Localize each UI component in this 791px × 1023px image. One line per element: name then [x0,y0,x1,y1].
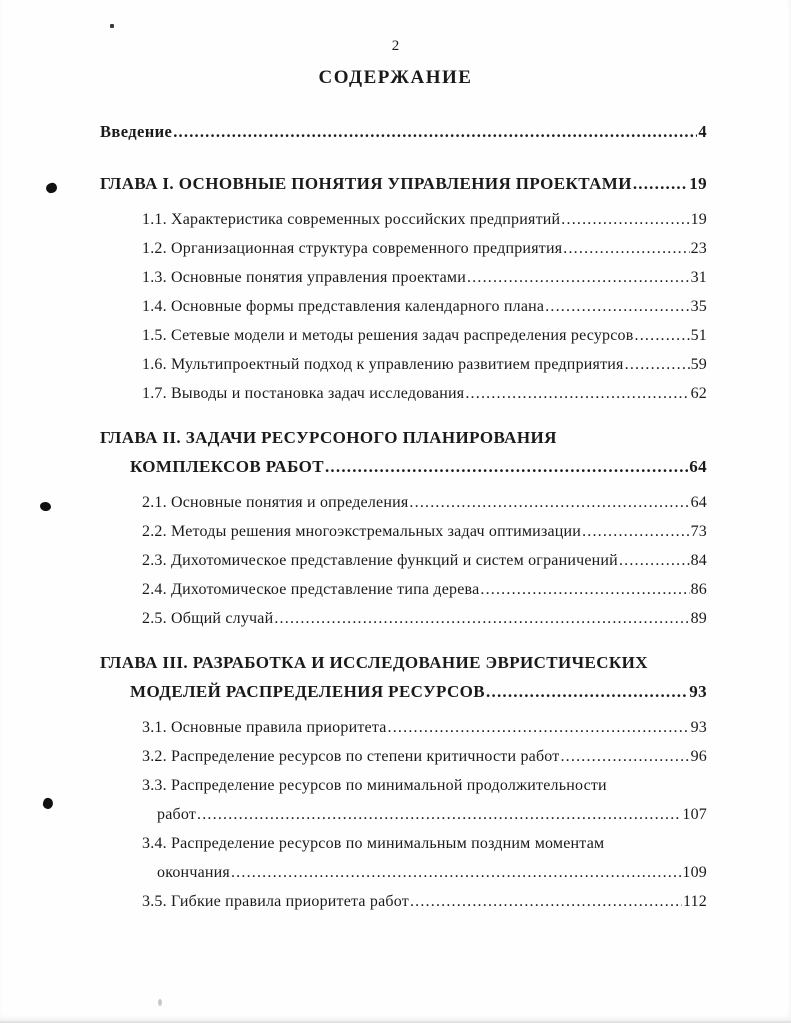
toc-entry-label: 1.3. Основные понятия управления проектами [142,269,466,286]
toc-entry [100,829,707,858]
toc-entry-page: 107 [682,806,707,823]
toc-entry [100,234,707,263]
toc-leader-dots [633,169,688,198]
scan-artifact-dot [39,501,51,511]
toc-leader-dots [560,742,689,771]
toc-entry-label: 1.7. Выводы и постановка задач исследования [142,385,465,402]
toc-leader-dots [545,292,689,321]
toc-entry [100,205,707,234]
toc-entry-label: КОМПЛЕКСОВ РАБОТ [130,457,324,476]
toc-entry-label: 2.5. Общий случай [142,610,274,627]
toc-entry-label: 3.5. Гибкие правила приоритета работ [142,893,409,910]
toc-entry [100,423,707,452]
scan-artifact-speck [110,24,114,28]
toc-leader-dots [635,321,690,350]
toc-entry-label: ГЛАВА II. ЗАДАЧИ РЕСУРСОНОГО ПЛАНИРОВАНИЯ [100,428,557,447]
toc-entry-page: 84 [690,552,707,569]
toc-entry [100,858,707,887]
toc-entry [100,771,707,800]
toc-entry [100,677,707,706]
toc-entry-page: 51 [690,327,707,344]
toc-entry-page: 35 [690,298,707,315]
toc-entry [100,517,707,546]
toc-entry-page: 19 [689,174,707,193]
toc-entry [100,488,707,517]
toc-entry-page: 109 [682,864,707,881]
toc-leader-dots [197,800,681,829]
toc-entry-page: 59 [690,356,707,373]
toc-entry-page: 31 [690,269,707,286]
toc-entry-page: 62 [690,385,707,402]
toc-entry-label: 1.4. Основные формы представления календарного плана [142,298,545,315]
page-number: 2 [391,38,400,54]
toc-entry-page: 23 [690,240,707,257]
toc-entry-page: 89 [690,610,707,627]
toc-entry-page: 96 [690,748,707,765]
toc-entry [100,379,707,408]
toc-entry-label: окончания [157,864,230,881]
toc-entry-page: 112 [682,893,707,910]
toc-entry-label: 2.1. Основные понятия и определения [142,494,409,511]
toc-entry [100,887,707,916]
toc-leader-dots [467,263,690,292]
toc-entry-label: 3.4. Распределение ресурсов по минимальным поздним моментам [142,835,605,852]
toc-entry-page: 86 [690,581,707,598]
scan-artifact-dot [42,797,55,811]
toc-leader-dots [486,677,688,706]
toc-leader-dots [325,452,688,481]
toc-entry-page: 73 [690,523,707,540]
toc-leader-dots [561,205,689,234]
toc-entry-page: 19 [690,211,707,228]
toc-entry [100,292,707,321]
toc-entry [100,321,707,350]
toc-entry [100,452,707,481]
toc-entry-label: 2.4. Дихотомическое представление типа дерева [142,581,480,598]
toc-entry-label: 3.2. Распределение ресурсов по степени критичности работ [142,748,560,765]
toc-entry [100,648,707,677]
toc-leader-dots [231,858,681,887]
toc-leader-dots [410,887,682,916]
scan-artifact-speck [158,999,162,1006]
toc-entry-label: ГЛАВА III. РАЗРАБОТКА И ИССЛЕДОВАНИЕ ЭВРИСТИЧЕСКИХ [100,653,648,672]
toc [100,117,707,916]
toc-leader-dots [625,350,690,379]
toc-entry-label: 2.3. Дихотомическое представление функций и систем ограничений [142,552,618,569]
toc-entry-label: ГЛАВА I. ОСНОВНЫЕ ПОНЯТИЯ УПРАВЛЕНИЯ ПРОЕКТАМИ [100,174,632,193]
toc-entry-label: 3.3. Распределение ресурсов по минимальной продолжительности [142,777,607,794]
toc-leader-dots [619,546,690,575]
toc-entry [100,742,707,771]
toc-leader-dots [173,117,697,146]
toc-leader-dots [409,488,689,517]
toc-entry-label: 1.5. Сетевые модели и методы решения задач распределения ресурсов [142,327,634,344]
toc-leader-dots [388,713,690,742]
page-title: СОДЕРЖАНИЕ [318,67,473,88]
toc-entry-page: 64 [690,494,707,511]
toc-entry-label: 1.6. Мультипроектный подход к управлению развитием предприятия [142,356,624,373]
toc-entry [100,169,707,198]
toc-entry-page: 93 [689,682,707,701]
toc-leader-dots [274,604,689,633]
toc-entry-label: 1.2. Организационная структура современного предприятия [142,240,563,257]
toc-entry-page: 93 [690,719,707,736]
toc-entry-page: 4 [698,122,707,141]
toc-entry [100,575,707,604]
toc-entry [100,546,707,575]
toc-entry-label: Введение [100,122,173,141]
scan-artifact-dot [45,182,58,194]
toc-entry [100,350,707,379]
toc-leader-dots [480,575,689,604]
toc-entry [100,604,707,633]
toc-entry-label: МОДЕЛЕЙ РАСПРЕДЕЛЕНИЯ РЕСУРСОВ [130,682,486,701]
toc-entry-label: 3.1. Основные правила приоритета [142,719,387,736]
toc-entry [100,800,707,829]
toc-leader-dots [563,234,689,263]
toc-entry-label: работ [157,806,197,823]
toc-entry [100,117,707,146]
toc-entry [100,713,707,742]
toc-leader-dots [582,517,690,546]
toc-entry-label: 1.1. Характеристика современных российских предприятий [142,211,561,228]
toc-entry-label: 2.2. Методы решения многоэкстремальных задач оптимизации [142,523,582,540]
toc-entry-page: 64 [689,457,707,476]
toc-leader-dots [465,379,689,408]
toc-entry [100,263,707,292]
page-header [0,0,791,91]
